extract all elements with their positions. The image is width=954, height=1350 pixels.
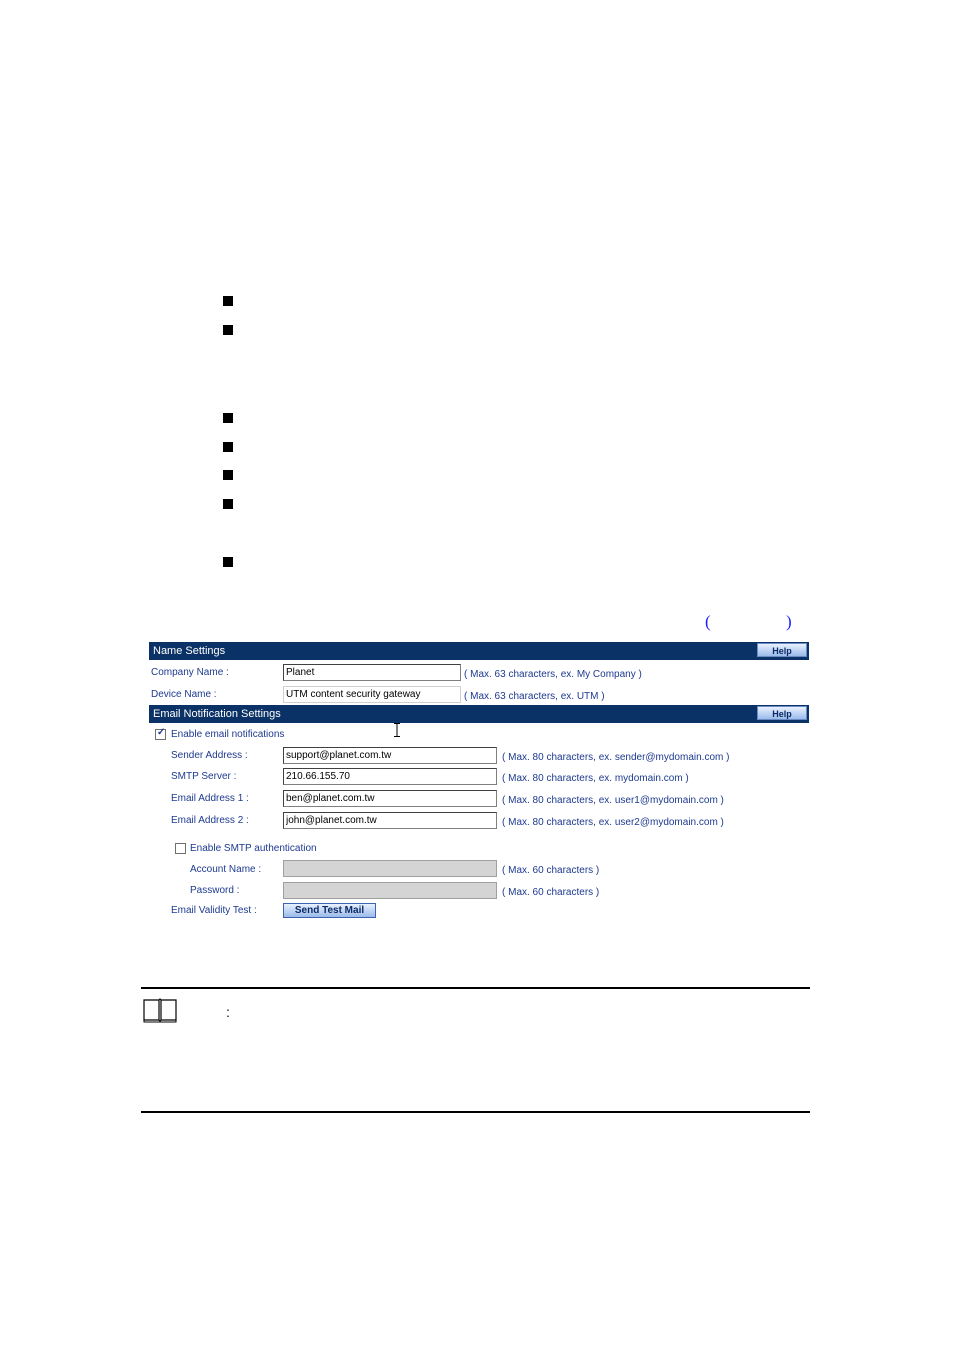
note-bottom-rule: [141, 1111, 810, 1113]
text-cursor-icon: [394, 723, 400, 737]
email-address-2-hint: ( Max. 80 characters, ex. user2@mydomain.com ): [502, 817, 724, 828]
password-hint: ( Max. 60 characters ): [502, 887, 600, 898]
name-settings-title: Name Settings: [153, 645, 226, 657]
email-validity-test-label: Email Validity Test :: [171, 905, 257, 916]
company-name-input[interactable]: [283, 664, 461, 681]
smtp-server-input[interactable]: [283, 768, 497, 785]
name-settings-header: [149, 642, 809, 660]
enable-smtp-auth-checkbox[interactable]: [175, 843, 186, 854]
email-address-1-label: Email Address 1 :: [171, 793, 249, 804]
enable-email-notifications-label[interactable]: Enable email notifications: [171, 729, 285, 740]
smtp-server-label: SMTP Server :: [171, 771, 237, 782]
bullet-square-icon: [223, 325, 233, 335]
name-settings-help-button[interactable]: Help: [757, 643, 807, 657]
sender-address-hint: ( Max. 80 characters, ex. sender@mydomain.com ): [502, 752, 730, 763]
bullet-square-icon: [223, 296, 233, 306]
enable-smtp-auth-label[interactable]: Enable SMTP authentication: [190, 843, 317, 854]
book-note-icon: [143, 997, 177, 1023]
checkbox-icon: ✓: [157, 727, 166, 738]
bullet-square-icon: [223, 499, 233, 509]
enable-email-notifications-checkbox[interactable]: [155, 729, 166, 740]
bullet-square-icon: [223, 413, 233, 423]
email-address-1-input[interactable]: [283, 790, 497, 807]
company-name-hint: ( Max. 63 characters, ex. My Company ): [464, 669, 642, 680]
email-settings-header: [149, 705, 809, 723]
password-input[interactable]: [283, 882, 497, 899]
company-name-label: Company Name :: [151, 667, 229, 678]
device-name-hint: ( Max. 63 characters, ex. UTM ): [464, 691, 605, 702]
bullet-square-icon: [223, 442, 233, 452]
email-address-1-hint: ( Max. 80 characters, ex. user1@mydomain.com ): [502, 795, 724, 806]
figure-caption-open-paren: (: [705, 612, 711, 631]
email-address-2-input[interactable]: [283, 812, 497, 829]
account-name-hint: ( Max. 60 characters ): [502, 865, 600, 876]
account-name-label: Account Name :: [190, 864, 262, 875]
smtp-server-hint: ( Max. 80 characters, ex. mydomain.com ): [502, 773, 689, 784]
note-top-rule: [141, 987, 810, 989]
password-label: Password :: [190, 885, 240, 896]
bullet-square-icon: [223, 557, 233, 567]
sender-address-input[interactable]: [283, 747, 497, 764]
note-colon: :: [226, 1004, 230, 1020]
account-name-input[interactable]: [283, 860, 497, 877]
email-address-2-label: Email Address 2 :: [171, 815, 249, 826]
email-settings-help-button[interactable]: Help: [757, 706, 807, 720]
figure-caption-close-paren: ): [786, 612, 792, 631]
sender-address-label: Sender Address :: [171, 750, 248, 761]
device-name-input[interactable]: [283, 686, 461, 703]
bullet-square-icon: [223, 470, 233, 480]
device-name-label: Device Name :: [151, 689, 217, 700]
email-settings-title: Email Notification Settings: [153, 708, 281, 720]
send-test-mail-button[interactable]: Send Test Mail: [283, 903, 376, 918]
